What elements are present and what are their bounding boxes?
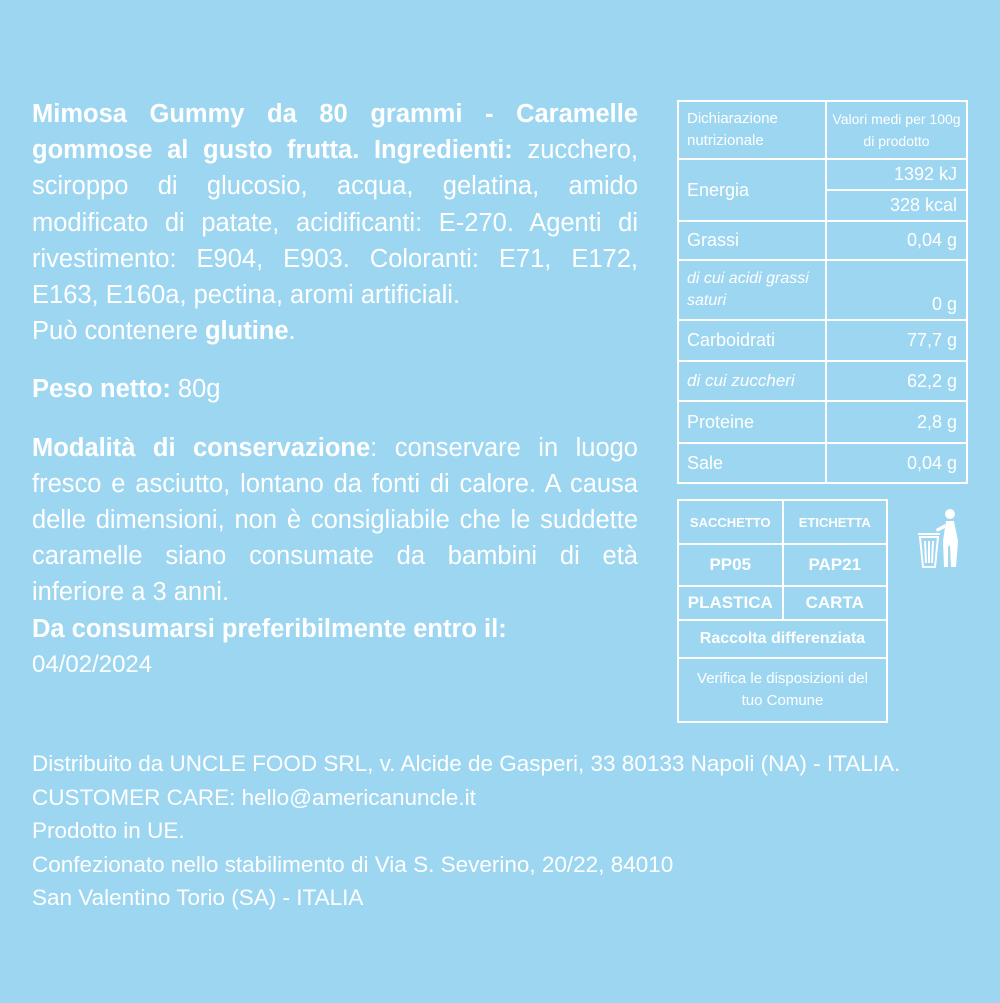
net-weight-label: Peso netto: [32,375,171,404]
recycling-head-row [679,501,886,545]
carbs-row [678,320,967,361]
saturated-label: di cui acidi grassi saturi [678,260,826,320]
fat-row [678,221,967,260]
carbs-label: Carboidrati [678,320,826,361]
recycling-col1-material: PLASTICA [687,593,773,612]
storage-label: Modalità di conservazione [32,433,371,462]
best-before-date: 04/02/2024 [32,650,153,678]
energy-label: Energia [678,159,826,221]
allergen-suffix: . [288,317,296,346]
recycling-box [677,499,888,723]
recycling-col1-head: SACCHETTO [689,514,771,530]
sugars-value: 62,2 g [826,361,967,401]
allergen-item: glutine [204,317,289,346]
net-weight-value: 80g [170,375,221,404]
nutrition-header-row [678,101,967,159]
footer-info [32,747,982,915]
sugars-row [678,361,967,401]
recycling-col1-code: PP05 [709,555,752,574]
recycling-collection-row [679,621,886,659]
fat-label: Grassi [678,221,826,260]
recycling-col2-code: PAP21 [782,545,887,585]
recycling-col2-head: ETICHETTA [782,501,887,543]
fat-value: 0,04 g [826,221,967,260]
carbs-value: 77,7 g [826,320,967,361]
net-weight [32,371,638,407]
trash-bin-person-icon [914,507,964,573]
allergen-prefix: Può contenere [32,317,205,346]
protein-row [678,401,967,443]
saturated-value: 0 g [826,260,967,320]
recycling-col2-material: CARTA [782,587,887,619]
best-before-label: Da consumarsi preferibilmente entro il: [32,614,507,643]
nutrition-header-value: Valori medi per 100g di prodotto [826,101,967,159]
salt-row [678,443,967,483]
energy-kj: 1392 kJ [826,159,967,190]
sugars-label: di cui zuccheri [678,361,826,401]
recycling-material-row [679,587,886,621]
label-text-column [32,96,638,683]
footer-packaging-address: Confezionato nello stabilimento di Via S. Severino, 20/22, 84010 [32,851,674,877]
footer-origin: Prodotto in UE. [32,818,185,843]
nutrition-table [677,100,968,484]
energy-kcal: 328 kcal [826,190,967,221]
protein-value: 2,8 g [826,401,967,443]
recycling-note: Verifica le disposizioni del tuo Comune [697,670,868,709]
nutrition-header-label: Dichiarazione nutrizionale [678,101,826,159]
salt-value: 0,04 g [826,443,967,483]
footer-packaging-city: San Valentino Torio (SA) - ITALIA [32,885,364,910]
storage-paragraph [32,430,638,647]
energy-row [678,159,967,190]
product-title: Mimosa Gummy da 80 grammi - Caramelle gommose al gusto frutta. Ingredienti: [32,100,638,165]
recycling-collection: Raccolta differenziata [699,630,866,647]
saturated-row [678,260,967,320]
recycling-note-row [679,659,886,721]
ingredients-text: zucchero, sciroppo di glucosio, acqua, gelatina, amido modificato di patate, acidificanti: E-270. Agenti di rivestimento: E904, E903. Coloranti: E71, E172, E163, E160a, pectina, aromi artificiali. [32,136,638,310]
storage-text: : conservare in luogo fresco e asciutto, lontano da fonti di calore. A causa delle dimensioni, non è consigliabile che le suddette caramelle siano consumate da bambini di età inferiore a 3 anni. [32,433,638,607]
footer-distributor: Distribuito da UNCLE FOOD SRL, v. Alcide de Gasperi, 33 80133 Napoli (NA) - ITALIA. CUSTOMER CARE: hello@americanuncle.it [32,751,901,810]
ingredients-paragraph [32,96,638,349]
recycling-code-row [679,545,886,587]
protein-label: Proteine [678,401,826,443]
salt-label: Sale [678,443,826,483]
